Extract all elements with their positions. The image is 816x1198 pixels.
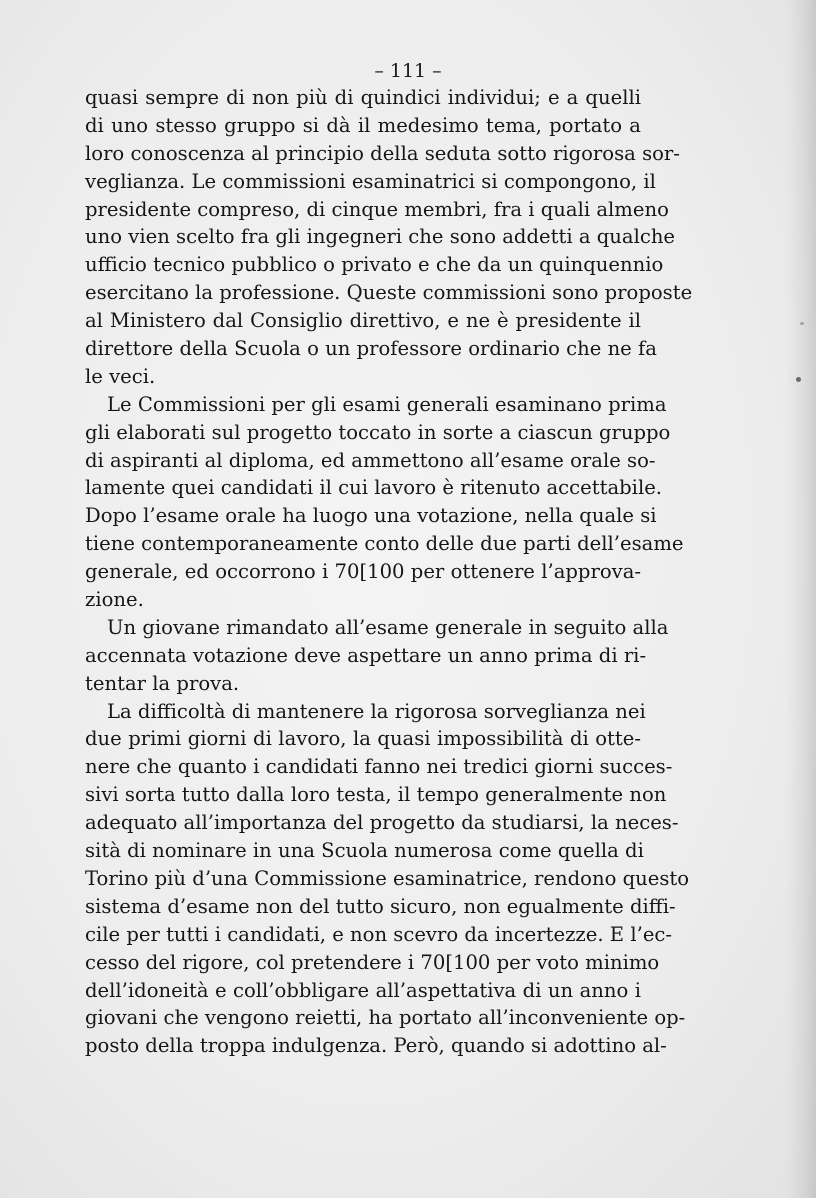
paragraph [85, 698, 690, 1061]
text-line: quasi sempre di non più di quindici individui; e a quelli [85, 86, 641, 109]
text-line: Dopo l’esame orale ha luogo una votazione, nella quale si [85, 504, 657, 528]
page-number: – 111 – [374, 60, 442, 82]
paragraph [85, 84, 693, 391]
text-line: di uno stesso gruppo si dà il medesimo tema, portato a [85, 113, 641, 137]
text-line: Un giovane rimandato all’esame generale in seguito alla [107, 615, 669, 639]
text-line: accennata votazione deve aspettare un anno prima di ri- [85, 643, 647, 667]
paragraph [85, 614, 669, 698]
text-line: al Ministero dal Consiglio direttivo, e ne è presidente il [85, 309, 641, 333]
text-line: nere che quanto i candidati fanno nei tredici giorni succes- [85, 755, 673, 779]
text-line: sivi sorta tutto dalla loro testa, il tempo generalmente non [85, 783, 667, 807]
text-line: tiene contemporaneamente conto delle due parti dell’esame [85, 532, 684, 556]
text-line: cile per tutti i candidati, e non scevro da incertezze. E l’ec- [85, 922, 673, 946]
text-line: di aspiranti al diploma, ed ammettono all’esame orale so- [85, 448, 656, 472]
text-line: esercitano la professione. Queste commissioni sono proposte [85, 281, 693, 305]
text-line: direttore della Scuola o un professore ordinario che ne fa [85, 337, 657, 361]
text-line: dell’idoneità e coll’obbligare all’aspettativa di un anno i [85, 978, 641, 1002]
text-line: gli elaborati sul progetto toccato in sorte a ciascun gruppo [85, 420, 671, 444]
text-line: cesso del rigore, col pretendere i 70[100 per voto minimo [85, 950, 660, 974]
text-line: posto della troppa indulgenza. Però, quando si adottino al- [85, 1034, 667, 1058]
text-line: le veci. [85, 364, 156, 388]
text-line: ufficio tecnico pubblico o privato e che da un quinquennio [85, 253, 664, 277]
text-line: adequato all’importanza del progetto da studiarsi, la neces- [85, 811, 679, 835]
text-line: tentar la prova. [85, 671, 240, 695]
text-line: generale, ed occorrono i 70[100 per ottenere l’approva- [85, 560, 641, 584]
ink-speck [796, 377, 801, 382]
text-line: sità di nominare in una Scuola numerosa come quella di [85, 839, 644, 863]
text-line: sistema d’esame non del tutto sicuro, non egualmente diffi- [85, 894, 676, 918]
text-line: presidente compreso, di cinque membri, fra i quali almeno [85, 197, 669, 221]
text-line: uno vien scelto fra gli ingegneri che sono addetti a qualche [85, 225, 676, 249]
text-line: lamente quei candidati il cui lavoro è ritenuto accettabile. [85, 476, 663, 500]
text-line: giovani che vengono reietti, ha portato all’inconveniente op- [85, 1006, 686, 1030]
text-line: due primi giorni di lavoro, la quasi impossibilità di otte- [85, 727, 641, 751]
paragraph [85, 391, 684, 614]
text-line: veglianza. Le commissioni esaminatrici si compongono, il [85, 169, 656, 193]
text-line: Le Commissioni per gli esami generali esaminano prima [107, 392, 667, 416]
text-line: zione. [85, 588, 144, 612]
body-text [85, 84, 693, 1060]
ink-speck [800, 322, 804, 325]
text-line: loro conoscenza al principio della seduta sotto rigorosa sor- [85, 141, 680, 165]
text-line: La difficoltà di mantenere la rigorosa sorveglianza nei [107, 699, 646, 723]
text-line: Torino più d’una Commissione esaminatrice, rendono questo [85, 866, 690, 890]
page-edge-shadow [786, 0, 816, 1198]
